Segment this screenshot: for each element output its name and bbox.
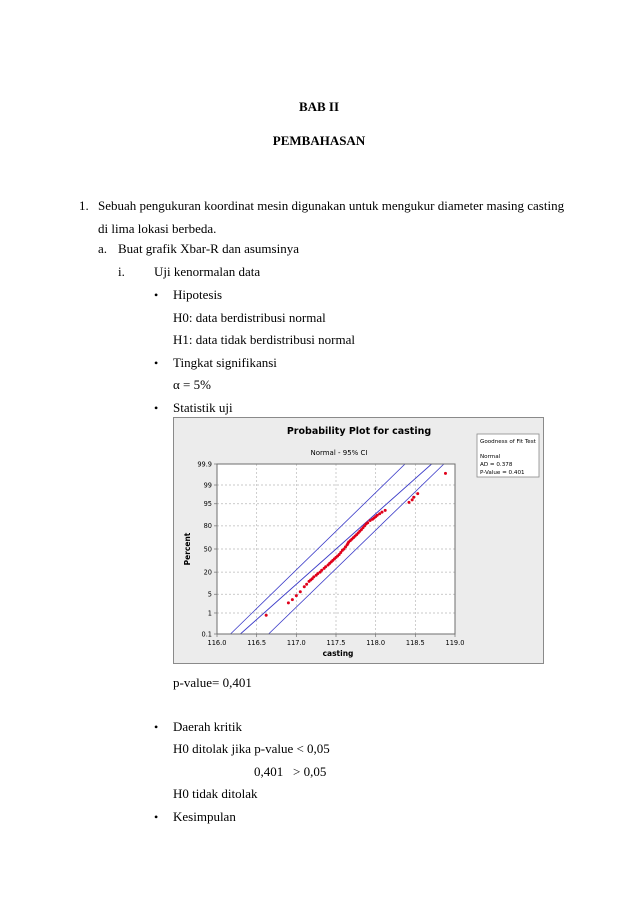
y-tick-label: 20 xyxy=(203,568,212,577)
y-tick-label: 5 xyxy=(207,590,212,599)
bullet-icon: • xyxy=(154,288,159,302)
kesimpulan-title: Kesimpulan xyxy=(173,809,236,824)
x-axis-label: casting xyxy=(322,649,354,658)
item-a-text: Buat grafik Xbar-R dan asumsinya xyxy=(118,241,299,256)
legend-ad: AD = 0.378 xyxy=(480,462,513,468)
data-point xyxy=(444,472,447,475)
y-tick-label: 1 xyxy=(207,609,212,618)
data-point xyxy=(412,496,415,499)
hipotesis-h1: H1: data tidak berdistribusi normal xyxy=(173,332,355,347)
problem-number: 1. xyxy=(79,198,89,213)
signifikansi-alpha: α = 5% xyxy=(173,377,211,392)
data-point xyxy=(303,585,306,588)
probability-plot-chart xyxy=(173,417,544,664)
data-point xyxy=(366,521,369,524)
bullet-icon: • xyxy=(154,720,159,734)
data-point xyxy=(320,569,323,572)
kritik-compare: 0,401 > 0,05 xyxy=(254,764,327,779)
data-point xyxy=(265,614,268,617)
hipotesis-h0: H0: data berdistribusi normal xyxy=(173,310,326,325)
legend-distribution: Normal xyxy=(480,454,501,460)
item-a-label: a. xyxy=(98,241,108,256)
probability-plot-svg xyxy=(174,418,543,663)
y-tick-label: 0.1 xyxy=(201,630,212,639)
statistik-title: Statistik uji xyxy=(173,400,233,415)
item-i-text: Uji kenormalan data xyxy=(154,264,261,279)
section-title: PEMBAHASAN xyxy=(272,133,366,148)
data-point xyxy=(411,498,414,501)
chapter-heading: BAB II xyxy=(298,99,340,114)
y-axis-label: Percent xyxy=(183,532,192,566)
x-tick-label: 118.0 xyxy=(366,639,386,647)
data-point xyxy=(299,590,302,593)
x-tick-label: 116.5 xyxy=(247,639,267,647)
x-tick-label: 116.0 xyxy=(207,639,227,647)
chart-title: Probability Plot for casting xyxy=(286,426,432,437)
chart-subtitle: Normal - 95% CI xyxy=(310,449,368,457)
data-point xyxy=(384,509,387,512)
data-point xyxy=(381,511,384,514)
y-tick-label: 99 xyxy=(203,481,212,490)
item-i-label: i. xyxy=(118,264,125,279)
hipotesis-title: Hipotesis xyxy=(173,287,223,302)
p-value-line: p-value= 0,401 xyxy=(173,675,252,690)
data-point xyxy=(416,492,419,495)
x-tick-label: 117.5 xyxy=(326,639,346,647)
data-point xyxy=(291,598,294,601)
legend-title: Goodness of Fit Test xyxy=(480,439,536,445)
data-point xyxy=(407,501,410,504)
problem-text-line2: di lima lokasi berbeda. xyxy=(98,221,217,236)
signifikansi-title: Tingkat signifikansi xyxy=(173,355,277,370)
kritik-title: Daerah kritik xyxy=(173,719,242,734)
bullet-icon: • xyxy=(154,356,159,370)
y-tick-label: 99.9 xyxy=(197,460,212,469)
data-point xyxy=(295,594,298,597)
bullet-icon: • xyxy=(154,810,159,824)
y-tick-label: 50 xyxy=(203,545,212,554)
x-tick-label: 117.0 xyxy=(286,639,306,647)
data-point xyxy=(305,583,308,586)
x-tick-label: 118.5 xyxy=(405,639,425,647)
problem-text-line1: Sebuah pengukuran koordinat mesin digunakan untuk mengukur diameter masing casting xyxy=(98,198,565,213)
bullet-icon: • xyxy=(154,401,159,415)
y-tick-label: 95 xyxy=(203,500,212,509)
data-point xyxy=(287,601,290,604)
y-tick-label: 80 xyxy=(203,522,212,531)
kritik-rule: H0 ditolak jika p-value < 0,05 xyxy=(173,741,330,756)
x-tick-label: 119.0 xyxy=(445,639,465,647)
legend-pvalue: P-Value = 0.401 xyxy=(480,470,525,476)
kritik-result: H0 tidak ditolak xyxy=(173,786,258,801)
